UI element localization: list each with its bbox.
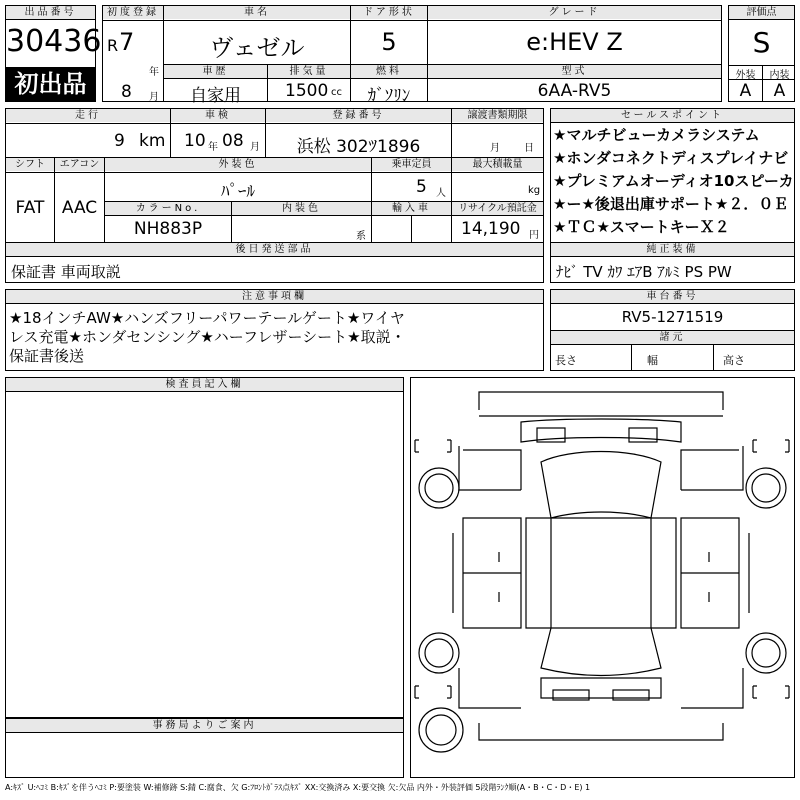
exterior-color-header: 外装色 xyxy=(105,158,371,171)
vehicle-detail-block xyxy=(5,108,544,243)
import-header: 輸入車 xyxy=(372,202,451,215)
door-header: ドア形状 xyxy=(351,6,427,19)
car-name-header: 車名 xyxy=(164,6,350,19)
shift-header: シフト xyxy=(6,158,54,171)
score-header: 評価点 xyxy=(729,6,794,20)
sales-point-item: ★ー★後退出庫サポート★２．０Ｅ xyxy=(553,195,789,213)
sales-points-header: セールスポイント xyxy=(551,109,794,123)
registration-year: 7 xyxy=(119,28,135,56)
inspection-header: 車検 xyxy=(171,109,265,122)
first-listing-badge: 初出品 xyxy=(6,67,95,101)
capacity-value: 5 xyxy=(416,177,427,197)
car-name: ヴェゼル xyxy=(209,34,305,62)
sales-points-block xyxy=(550,108,795,243)
recycle-value: 14,190 xyxy=(461,219,521,239)
transfer-day-unit: 日 xyxy=(524,143,534,154)
capacity-header: 乗車定員 xyxy=(372,158,451,171)
chassis-value: RV5-1271519 xyxy=(621,308,724,326)
score-block xyxy=(728,5,795,102)
top-info-block xyxy=(102,5,722,106)
inspection-year: 10 xyxy=(184,131,206,151)
capacity-unit: 人 xyxy=(436,188,446,199)
lot-block xyxy=(5,5,102,102)
fuel-value: ｶﾞｿﾘﾝ xyxy=(367,86,411,106)
later-parts-block xyxy=(5,242,544,283)
recycle-unit: 円 xyxy=(529,230,539,241)
displacement-value: 1500 xyxy=(285,81,329,101)
mileage-header: 走行 xyxy=(6,109,170,122)
interior-score: A xyxy=(773,81,786,101)
notes-line: レス充電★ホンダセンシング★ハーフレザーシート★取説・ xyxy=(9,328,406,346)
equipment-block xyxy=(550,242,795,283)
mileage-value: 9 xyxy=(114,131,125,151)
plate-header: 登録番号 xyxy=(266,109,451,122)
dimension-length-label: 長さ xyxy=(555,354,577,367)
notes-line: ★18インチAW★ハンズフリーパワーテールゲート★ワイヤ xyxy=(9,309,405,327)
later-parts-header: 後日発送部品 xyxy=(6,243,543,257)
equipment-value: ﾅﾋﾞ TV ｶﾜ ｴｱB ｱﾙﾐ PS PW xyxy=(556,263,732,281)
exterior-score-header: 外装 xyxy=(735,70,756,81)
registration-header: 初度登録 xyxy=(103,6,163,19)
registration-month: 8 xyxy=(121,82,132,102)
sales-point-item: ★プレミアムオーディオ10スピーカ xyxy=(553,172,794,190)
grade-header: グレード xyxy=(428,6,721,19)
sales-point-item: ★ＴＣ★スマートキーＸ２ xyxy=(553,218,730,236)
interior-color-header: 内装色 xyxy=(232,202,371,215)
registration-year-unit: 年 xyxy=(149,67,159,78)
shift-value: FAT xyxy=(15,198,45,218)
sales-point-item: ★ホンダコネクトディスプレイナビ xyxy=(553,149,789,167)
door-value: 5 xyxy=(381,28,397,56)
notes-line: 保証書後送 xyxy=(9,347,85,365)
exterior-color-value: ﾊﾟｰﾙ xyxy=(221,182,255,202)
history-value: 自家用 xyxy=(190,86,241,106)
color-no-value: NH883P xyxy=(133,219,203,239)
aircon-value: AAC xyxy=(61,198,98,218)
history-header: 車歴 xyxy=(164,65,267,78)
inspection-year-unit: 年 xyxy=(208,142,218,153)
displacement-header: 排気量 xyxy=(268,65,350,78)
car-diagram-block xyxy=(410,377,795,778)
color-no-header: カラーNo. xyxy=(105,202,231,215)
plate-value: 浜松 302ﾂ1896 xyxy=(296,137,421,157)
dimension-height-label: 高さ xyxy=(723,354,745,367)
inspector-block xyxy=(5,377,404,718)
later-parts-value: 保証書 車両取説 xyxy=(11,263,121,281)
office-block xyxy=(5,718,404,778)
inspection-month: 08 xyxy=(222,131,244,151)
transfer-header: 譲渡書類期限 xyxy=(452,109,543,122)
displacement-unit: cc xyxy=(331,87,342,98)
recycle-header: リサイクル預託金 xyxy=(452,202,543,215)
registration-era: R xyxy=(107,36,119,55)
model-type-header: 型式 xyxy=(428,65,721,78)
notes-header: 注意事項欄 xyxy=(6,290,543,304)
score-value: S xyxy=(752,26,771,59)
load-unit: kg xyxy=(528,185,541,196)
legend: A:ｷｽﾞ U:ﾍｺﾐ B:ｷｽﾞを伴うﾍｺﾐ P:要塗装 W:補修跡 S:錆 C:腐食、欠 G:ﾌﾛﾝﾄｶﾞﾗｽ点ｷｽﾞ XX:交換済み X:要交換 欠:欠品 内外・外装評価 5段階ﾗﾝｸ順(A・B・C・D・E) 1 xyxy=(5,783,591,792)
interior-score-header: 内装 xyxy=(769,70,790,81)
office-header: 事務局よりご案内 xyxy=(6,719,403,733)
lot-number: 30436 xyxy=(6,24,102,59)
inspection-month-unit: 月 xyxy=(250,142,260,153)
dimensions-header: 諸元 xyxy=(551,331,794,345)
sales-point-item: ★マルチビューカメラシステム xyxy=(553,126,760,144)
dimension-width-label: 幅 xyxy=(647,354,658,367)
model-type-value: 6AA-RV5 xyxy=(537,81,612,101)
chassis-header: 車台番号 xyxy=(551,290,794,304)
aircon-header: エアコン xyxy=(55,158,104,171)
chassis-block xyxy=(550,289,795,371)
registration-month-unit: 月 xyxy=(149,92,159,103)
load-header: 最大積載量 xyxy=(452,158,543,171)
inspector-header: 検査員記入欄 xyxy=(6,378,403,392)
equipment-header: 純正装備 xyxy=(551,243,794,257)
notes-block xyxy=(5,289,544,371)
interior-color-suffix: 系 xyxy=(356,231,366,242)
grade-value: e:HEV Z xyxy=(526,28,623,56)
transfer-month-unit: 月 xyxy=(490,143,500,154)
lot-number-header: 出品番号 xyxy=(6,6,95,20)
exterior-score: A xyxy=(739,81,752,101)
mileage-unit: km xyxy=(139,131,166,151)
fuel-header: 燃料 xyxy=(351,65,427,78)
car-body-diagram xyxy=(411,378,794,777)
